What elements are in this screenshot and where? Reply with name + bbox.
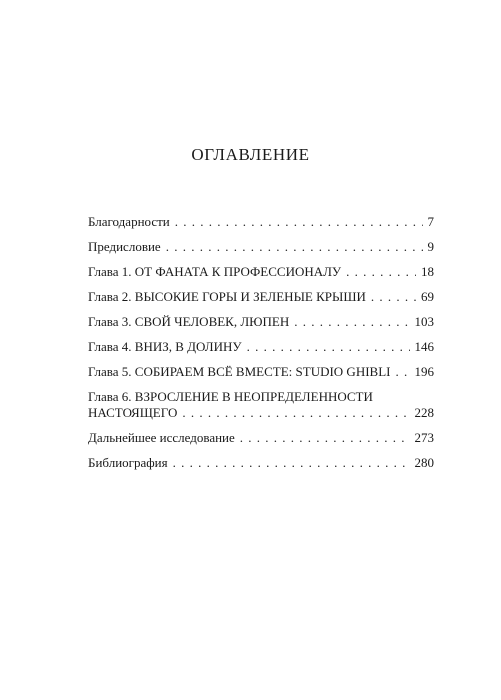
toc-entry-chapter-6[interactable] — [88, 389, 434, 421]
toc-entry-chapter-4[interactable] — [88, 339, 434, 355]
toc-entry-page: 69 — [421, 289, 434, 304]
toc-entry-page: 18 — [421, 264, 434, 279]
toc-entry-label: Дальнейшее исследование — [88, 430, 235, 445]
toc-entry-label: Благодарности — [88, 214, 170, 229]
toc-entry-further-research[interactable] — [88, 430, 434, 446]
toc-entry-label: Предисловие — [88, 239, 161, 254]
leader-dots — [294, 314, 409, 330]
toc-entry-page: 273 — [414, 430, 434, 445]
leader-dots — [371, 289, 416, 305]
toc-entry-page: 280 — [414, 455, 434, 470]
table-of-contents — [88, 214, 434, 480]
toc-entry-chapter-3[interactable] — [88, 314, 434, 330]
leader-dots — [175, 214, 423, 230]
toc-entry-label-line-2: НАСТОЯЩЕГО — [88, 405, 178, 420]
toc-entry-label: Глава 3. СВОЙ ЧЕЛОВЕК, ЛЮПЕН — [88, 314, 290, 329]
toc-entry-preface[interactable] — [88, 239, 434, 255]
leader-dots — [240, 430, 410, 446]
toc-entry-label: Глава 5. СОБИРАЕМ ВСЁ ВМЕСТЕ: STUDIO GHIBLI — [88, 364, 391, 379]
leader-dots — [395, 364, 409, 380]
toc-entry-page: 196 — [414, 364, 434, 379]
leader-dots — [166, 239, 423, 255]
toc-entry-page: 146 — [414, 339, 434, 354]
toc-entry-label: Библиография — [88, 455, 168, 470]
toc-entry-chapter-1[interactable] — [88, 264, 434, 280]
toc-entry-page: 7 — [427, 214, 434, 229]
toc-entry-label: Глава 4. ВНИЗ, В ДОЛИНУ — [88, 339, 242, 354]
page-title: ОГЛАВЛЕНИЕ — [191, 145, 310, 164]
leader-dots — [346, 264, 416, 280]
toc-entry-page: 103 — [414, 314, 434, 329]
toc-entry-chapter-5[interactable] — [88, 364, 434, 380]
toc-entry-label-line-1: Глава 6. ВЗРОСЛЕНИЕ В НЕОПРЕДЕЛЕННОСТИ — [88, 389, 373, 404]
toc-entry-label: Глава 2. ВЫСОКИЕ ГОРЫ И ЗЕЛЕНЫЕ КРЫШИ — [88, 289, 366, 304]
leader-dots — [173, 455, 410, 471]
toc-entry-label: Глава 1. ОТ ФАНАТА К ПРОФЕССИОНАЛУ — [88, 264, 342, 279]
leader-dots — [247, 339, 410, 355]
leader-dots — [182, 405, 409, 421]
toc-entry-page: 228 — [414, 405, 434, 420]
toc-entry-chapter-2[interactable] — [88, 289, 434, 305]
toc-entry-bibliography[interactable] — [88, 455, 434, 471]
toc-entry-page: 9 — [427, 239, 434, 254]
toc-entry-acknowledgements[interactable] — [88, 214, 434, 230]
